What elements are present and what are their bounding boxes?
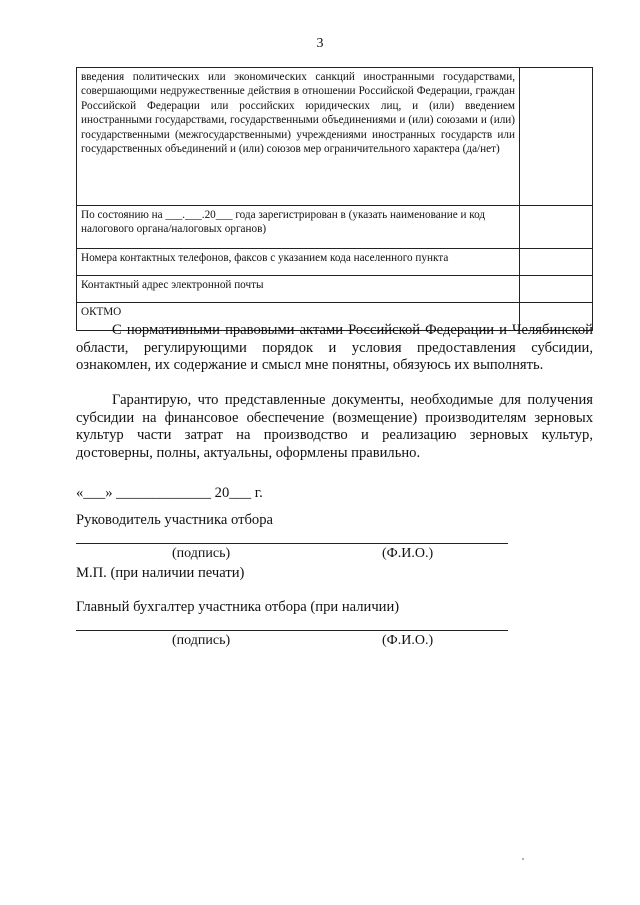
tax-registration-label: По состоянию на ___.___.20___ года зарегистрирован в (указать наименование и код налогового органа/налоговых органов): [77, 206, 520, 249]
table-row: [77, 249, 593, 276]
email-label: Контактный адрес электронной почты: [77, 276, 520, 303]
accountant-signature-line: [76, 630, 508, 631]
tax-registration-value: [520, 206, 593, 249]
accountant-signature-caption: (подпись): [172, 633, 231, 648]
acknowledgement-paragraph: С нормативными правовыми актами Российской Федерации и Челябинской области, регулирующими порядок и условия предоставления субсидии, ознакомлен, их содержание и смысл мне понятны, обязуюсь их выполнять.: [76, 322, 593, 374]
sanctions-value: [520, 68, 593, 206]
applicant-info-table: [76, 67, 593, 331]
email-value: [520, 276, 593, 303]
oktmo-label: ОКТМО: [77, 303, 520, 331]
page-number: 3: [316, 36, 324, 51]
accountant-title: Главный бухгалтер участника отбора (при наличии): [76, 599, 400, 615]
accountant-name-caption: (Ф.И.О.): [382, 633, 434, 648]
date-line: «___» _____________ 20___ г.: [76, 485, 263, 501]
guarantee-paragraph: Гарантирую, что представленные документы, необходимые для получения субсидии на финансовое обеспечение (возмещение) производителям зерновых культур части затрат на производство и реализацию зерновых культур, достоверны, полны, актуальны, оформлены правильно.: [76, 392, 593, 461]
head-signature-line: [76, 543, 508, 544]
phone-numbers-value: [520, 249, 593, 276]
table-row: [77, 276, 593, 303]
scan-artifact: [522, 858, 524, 860]
seal-note: М.П. (при наличии печати): [76, 565, 245, 581]
table-row: [77, 206, 593, 249]
head-name-caption: (Ф.И.О.): [382, 546, 434, 561]
head-signature-caption: (подпись): [172, 546, 231, 561]
phone-numbers-label: Номера контактных телефонов, факсов с указанием кода населенного пункта: [77, 249, 520, 276]
table-row: [77, 68, 593, 206]
head-title: Руководитель участника отбора: [76, 512, 273, 528]
sanctions-label: введения политических или экономических санкций иностранными государствами, совершающими недружественные действия в отношении Российской Федерации, граждан Российской Федерации или российских юридических лиц, и (или) введением иностранными государствами, государственными объединениями и (или) союзами и (или) государственными (межгосударственными) учреждениями иностранных государств или государственных объединений и (или) союзов мер ограничительного характера (да/нет): [77, 68, 520, 206]
